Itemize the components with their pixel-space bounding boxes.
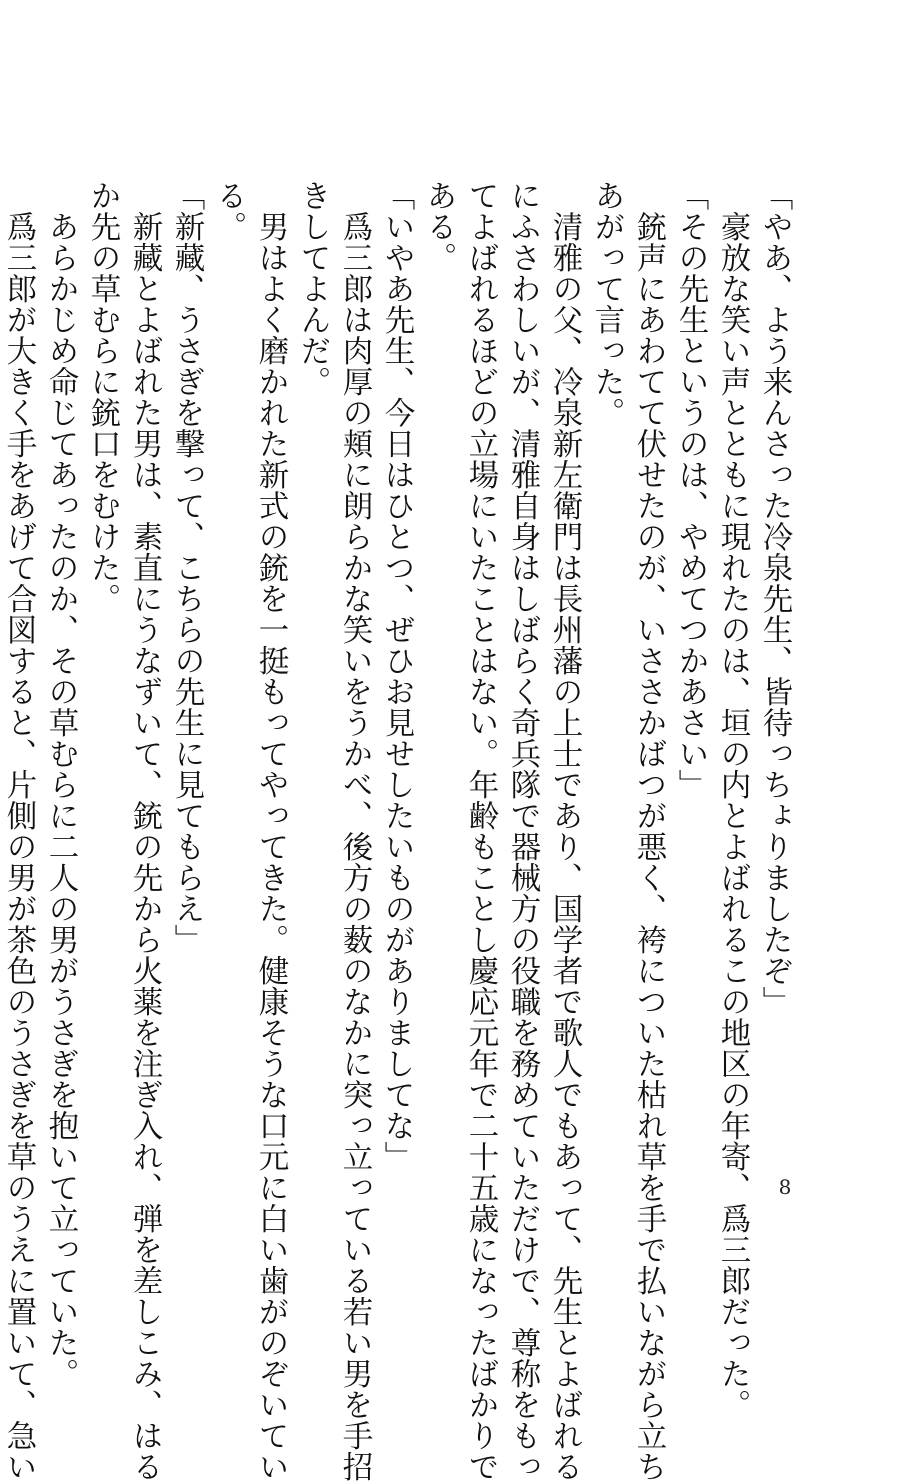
text-line-10: 「いやあ先生、今日はひとつ、ぜひお見せしたいものがありましてな」 xyxy=(379,180,414,1172)
text-line-02: 豪放な笑い声とともに現れたのは、垣の内とよばれるこの地区の年寄、爲三郎だった。 xyxy=(715,180,750,1420)
text-line-03: 「その先生というのは、やめてつかあさい」 xyxy=(673,180,708,800)
text-line-08: てよばれるほどの立場にいたことはない。年齢もことし慶応元年で二十五歳になったばかりで xyxy=(463,180,498,1482)
text-line-15: 「新藏、うさぎを撃って、こちらの先生に見てもらえ」 xyxy=(169,180,204,955)
text-line-04: 銃声にあわてて伏せたのが、いささかばつが悪く、袴についた枯れ草を手で払いながら立ち xyxy=(631,180,666,1482)
text-line-09: ある。 xyxy=(421,180,456,273)
text-line-16: 新藏とよばれた男は、素直にうなずいて、銃の先から火薬を注ぎ入れ、弾を差しこみ、はる xyxy=(127,180,162,1482)
text-line-11: 爲三郎は肉厚の頬に朗らかな笑いをうかべ、後方の薮のなかに突っ立っている若い男を手招 xyxy=(337,180,372,1482)
text-line-13: 男はよく磨かれた新式の銃を一挺もってやってきた。健康そうな口元に白い歯がのぞいてい xyxy=(253,180,288,1482)
text-line-05: あがって言った。 xyxy=(589,180,624,428)
page-number: 8 xyxy=(778,1175,792,1199)
text-line-19: 爲三郎が大きく手をあげて合図すると、片側の男が茶色のうさぎを草のうえに置いて、急い xyxy=(1,180,36,1482)
vertical-text-body xyxy=(1,180,795,1482)
text-line-17: か先の草むらに銃口をむけた。 xyxy=(85,180,120,614)
text-line-12: きしてよんだ。 xyxy=(295,180,330,397)
text-line-06: 清雅の父、冷泉新左衛門は長州藩の上士であり、国学者で歌人でもあって、先生とよばれる xyxy=(547,180,582,1482)
text-line-07: にふさわしいが、清雅自身はしばらく奇兵隊で器械方の役職を務めていただけで、尊称をもっ xyxy=(505,180,540,1482)
text-line-01: 「やあ、よう来んさった冷泉先生、皆待っちょりましたぞ」 xyxy=(757,180,792,1017)
text-line-18: あらかじめ命じてあったのか、その草むらに二人の男がうさぎを抱いて立っていた。 xyxy=(43,180,78,1389)
text-line-14: る。 xyxy=(211,180,246,242)
